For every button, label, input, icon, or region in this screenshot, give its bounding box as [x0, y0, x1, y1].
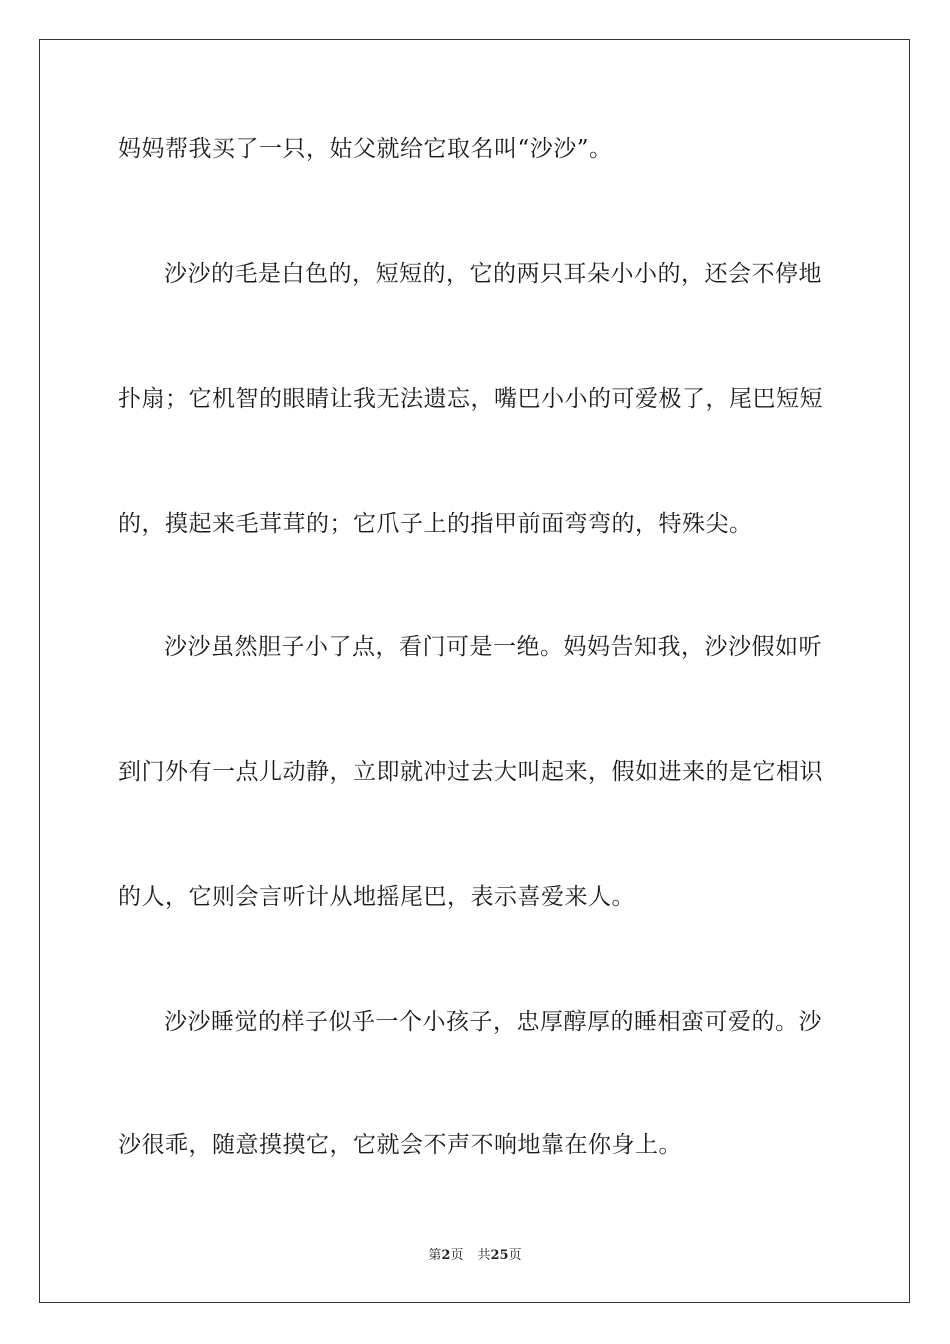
paragraph-start-line: 沙沙的毛是白色的，短短的，它的两只耳朵小小的，还会不停地: [164, 261, 822, 287]
text-line: 的人，它则会言听计从地摇尾巴，表示喜爱来人。: [118, 884, 635, 910]
total-suffix: 页: [508, 1248, 522, 1263]
paragraph-start-line: 沙沙睡觉的样子似乎一个小孩子，忠厚醇厚的睡相蛮可爱的。沙: [164, 1009, 822, 1035]
page-prefix: 第: [428, 1248, 442, 1263]
page-number: 2: [441, 1248, 451, 1263]
page-border: [39, 39, 910, 1303]
page-footer: [0, 1248, 950, 1264]
page-suffix: 页: [450, 1248, 464, 1263]
text-line: 扑扇；它机智的眼睛让我无法遗忘，嘴巴小小的可爱极了，尾巴短短: [118, 386, 823, 412]
text-line: 的，摸起来毛茸茸的；它爪子上的指甲前面弯弯的，特殊尖。: [118, 511, 753, 537]
total-pages: 25: [490, 1248, 509, 1263]
total-prefix: 共: [477, 1248, 491, 1263]
text-line: 沙很乖，随意摸摸它，它就会不声不响地靠在你身上。: [118, 1132, 682, 1158]
text-line: 到门外有一点儿动静，立即就冲过去大叫起来，假如进来的是它相识: [118, 759, 823, 785]
paragraph-start-line: 沙沙虽然胆子小了点，看门可是一绝。妈妈告知我，沙沙假如听: [164, 634, 822, 660]
text-line: 妈妈帮我买了一只，姑父就给它取名叫“沙沙”。: [118, 136, 613, 162]
